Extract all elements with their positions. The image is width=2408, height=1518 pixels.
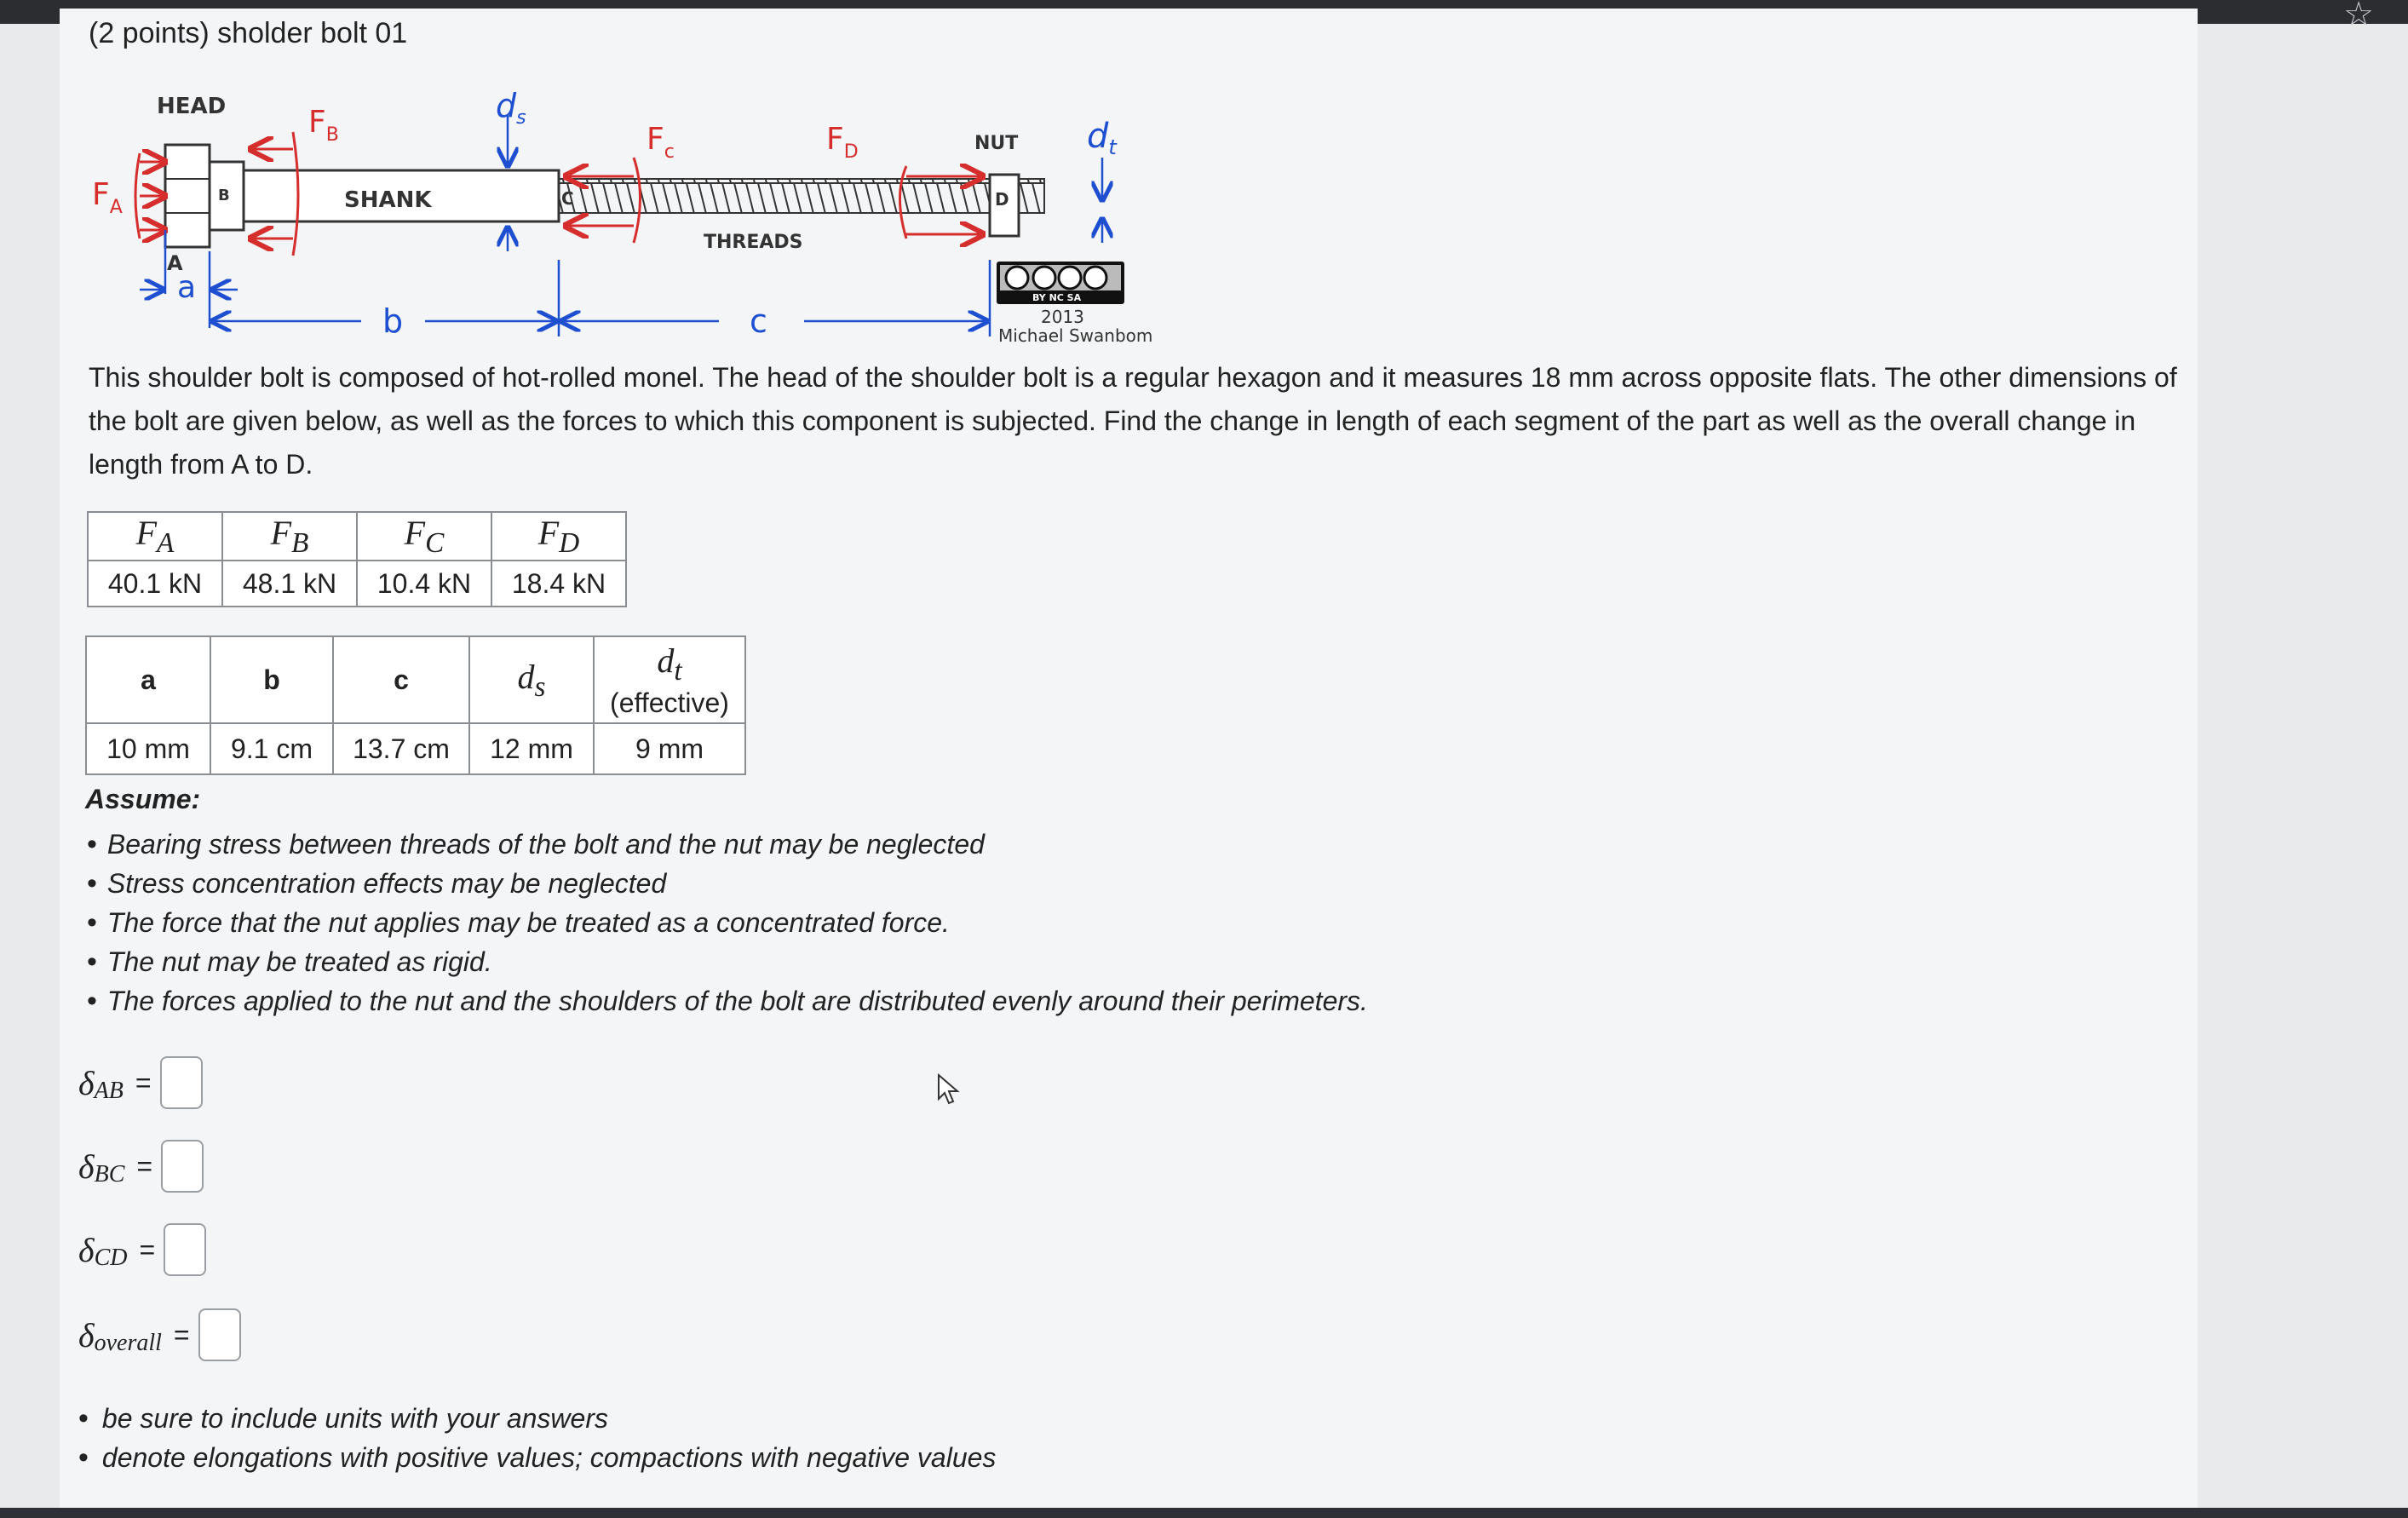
mouse-cursor-icon [937,1073,963,1107]
ds-label: $d_s$ [496,87,526,129]
assume-item: • Bearing stress between threads of the bolt and the nut may be neglected [87,825,1368,864]
dim-header: c [333,636,469,723]
cc-license-badge [997,262,1152,346]
effective-note: (effective) [610,687,729,718]
dim-value: 12 mm [469,723,594,774]
cc-terms: BY NC SA [1032,292,1082,303]
dim-header: $d_s$ [469,636,594,723]
point-d-label: D [995,189,1009,210]
point-b-label: B [218,187,230,204]
fa-label: $F_A$ [92,177,123,218]
force-header: $F_B$ [222,512,357,561]
dim-header: $d_t$ (effective) [594,636,745,723]
assume-item: • Stress concentration effects may be neglected [87,864,1368,903]
note-item: • be sure to include units with your answers [78,1399,996,1438]
forces-table [87,511,627,607]
point-c-label: C [561,188,574,209]
dim-c-label: c [750,302,767,340]
shank-label: SHANK [344,187,432,213]
delta-cd-input[interactable] [164,1223,206,1276]
bolt-threads [559,179,1044,213]
dt-label: $d_t$ [1087,117,1117,159]
delta-overall-input[interactable] [198,1308,241,1361]
fb-label: $F_B$ [308,105,339,146]
delta-ab-input[interactable] [160,1056,203,1109]
dim-value: 9.1 cm [210,723,333,774]
assume-item: • The force that the nut applies may be treated as a concentrated force. [87,903,1368,942]
dim-a-label: a [177,270,197,305]
force-header: $F_A$ [88,512,222,561]
assume-item: • The nut may be treated as rigid. [87,942,1368,981]
force-value: 40.1 kN [88,561,222,607]
threads-label: THREADS [704,232,803,253]
fd-label: $F_D$ [826,122,859,163]
dim-b-label: b [382,302,404,340]
answer-delta-bc: δ BC = [78,1140,204,1193]
bolt-head [165,145,244,247]
dim-header: b [210,636,333,723]
delta-bc-input[interactable] [161,1140,204,1193]
force-value: 10.4 kN [357,561,491,607]
cc-year: 2013 [1041,307,1084,327]
assume-item: • The forces applied to the nut and the shoulders of the bolt are distributed evenly around their perimeters. [87,981,1368,1021]
head-label: HEAD [157,94,227,119]
assume-heading: Assume: [85,784,201,814]
forces-value-row [88,561,626,607]
dims-header-row [86,636,745,723]
nut-label: NUT [974,133,1019,154]
assume-list [87,825,1368,1021]
dim-value: 13.7 cm [333,723,469,774]
force-value: 48.1 kN [222,561,357,607]
cc-author: Michael Swanbom [998,325,1153,346]
answer-delta-ab: δ AB = [78,1056,203,1109]
star-icon[interactable]: ☆ [2343,0,2374,33]
bottom-bar [0,1508,2408,1518]
question-page [60,9,2198,1508]
force-header: $F_C$ [357,512,491,561]
dimensions-table [85,635,746,775]
dim-value: 10 mm [86,723,210,774]
question-description: This shoulder bolt is composed of hot-rolled monel. The head of the shoulder bolt is a regular hexagon and it measures 18 mm across opposite flats. The other dimensions of the bolt are given below, as well as the forces to which this component is subjected. Find the change in length of each segment of the part as well as the overall change in length from A to D. [89,362,2177,480]
force-header: $F_D$ [491,512,626,561]
shoulder-bolt-figure [89,81,1179,354]
point-a-label: A [167,251,183,275]
answer-delta-overall: δ overall = [78,1308,241,1361]
question-title: (2 points) sholder bolt 01 [89,17,408,49]
note-item: • denote elongations with positive values; compactions with negative values [78,1438,996,1477]
answer-delta-cd: δ CD = [78,1223,206,1276]
notes-list [78,1399,996,1477]
forces-header-row [88,512,626,561]
dims-value-row [86,723,745,774]
dim-value: 9 mm [594,723,745,774]
force-value: 18.4 kN [491,561,626,607]
fc-label: $F_c$ [647,122,675,163]
dim-header: a [86,636,210,723]
